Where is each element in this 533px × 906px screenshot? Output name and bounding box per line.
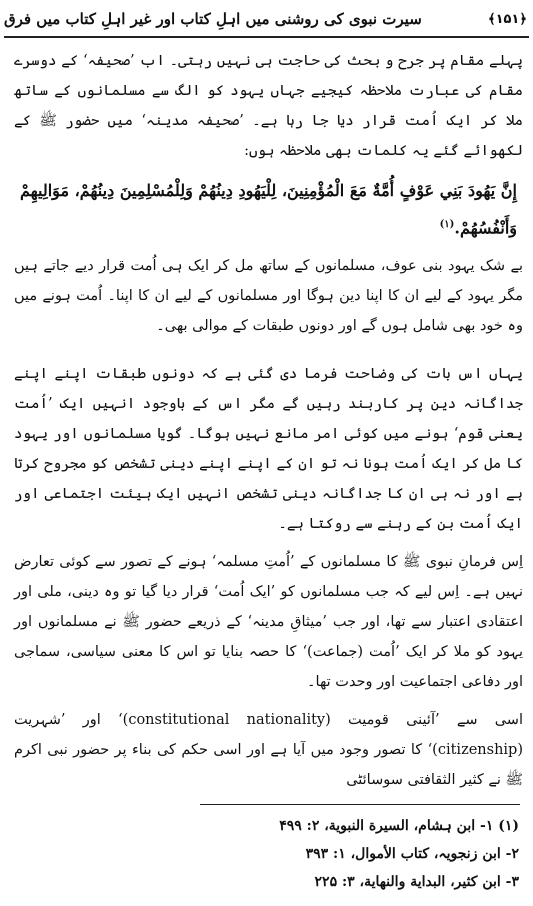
footnote-2: ۲- ابن زنجویہ، كتاب الأموال، ۱: ۳۹۳ xyxy=(305,846,519,862)
page-number: ﴿۱۵۱﴾ xyxy=(487,11,527,27)
quote-translation: بے شک یہود بنی عوف، مسلمانوں کے ساتھ مل کر ایک ہی اُمت قرار دیے جاتے ہیں مگر یہود کے لیے ان کا اپنا دین ہوگا اور مسلمانوں کے لیے ان کا اپنا۔ اُمت ہونے میں وہ خود بھی شامل ہوں گے اور دونوں طبقات کے موالی بھی۔ xyxy=(14,258,523,335)
arabic-quote-text: إِنَّ يَهُودَ بَنِي عَوْفٍ أُمَّةٌ مَعَ الْمُؤْمِنِينَ، لِلْيَهُودِ دِينُهُمْ وَلِلْمُسْلِمِينَ دِينُهُمْ، مَوَالِيهِمْ وَأَنْفُسُهُمْ. xyxy=(20,181,517,238)
footnote-divider xyxy=(200,804,520,805)
body-paragraph-3: اسی سے ’آئینی قومیت (constitutional nationality)‘ اور ’شہریت (citizenship)‘ کا تصور وجود میں آیا ہے اور اسی حکم کی بناء پر حضور نبی اکرم ﷺ نے کثیر الثقافتی سوسائٹی xyxy=(14,712,523,789)
page-header xyxy=(4,4,529,34)
arabic-quote xyxy=(14,174,523,245)
page-body xyxy=(14,46,523,803)
footnote-marker: (١) xyxy=(439,219,455,230)
footnote-3: ۳- ابن کثیر، البداية والنهاية، ۳: ۲۲۵ xyxy=(314,874,519,890)
body-paragraph-2: اِس فرمانِ نبوی ﷺ کا مسلمانوں کے ’اُمتِ مسلمہ‘ ہونے کے تصور سے کوئی تعارض نہیں ہے۔ اِس لیے کہ جب مسلمانوں کو ’ایک اُمت‘ قرار دیا گیا تو وہ دینی، ملی اور اعتقادی اعتبار سے تھا، اور جب ’میثاقِ مدینہ‘ کے ذریعے حضور ﷺ نے مسلمانوں اور یہود کو ملا کر ایک ’اُمت (جماعت)‘ کا حصہ بنایا تو اس کا معنی سیاسی، سماجی اور دفاعی اجتماعیت اور وحدت تھا۔ xyxy=(14,554,523,691)
header-divider xyxy=(4,36,529,38)
running-title: سیرت نبوی کی روشنی میں اہلِ کتاب اور غیر اہلِ کتاب میں فرق xyxy=(4,10,422,28)
footnotes xyxy=(10,812,519,896)
footnote-1: (۱) ۱- ابن ہشام، السيرة النبوية، ۲: ۴۹۹ xyxy=(279,818,519,834)
intro-paragraph: پہلے مقام پر جرح و بحث کی حاجت ہی نہیں رہتی۔ اب ’صحیفہ‘ کے دوسرے مقام کی عبارت ملاحظہ کیجیے جہاں یہود کو الگ سے مسلمانوں کے ساتھ ملا کر ایک اُمت قرار دیا جا رہا ہے۔ ’صحیفہ مدینہ‘ میں حضور ﷺ کے لکھوائے گئے یہ کلمات بھی ملاحظہ ہوں: xyxy=(14,53,523,159)
body-paragraph-1: یہاں اس بات کی وضاحت فرما دی گئی ہے کہ دونوں طبقات اپنے اپنے جداگانہ دین پر کاربند رہیں گے مگر اس کے باوجود انہیں ایک ’اُمت یعنی قوم‘ ہونے میں کوئی امر مانع نہیں ہوگا۔ گویا مسلمانوں اور یہود کا مل کر ایک اُمت ہونا نہ تو ان کے اپنے اپنے دینی تشخص کو مجروح کرتا ہے اور نہ ہی ان کا جداگانہ دینی تشخص انہیں ایک ہیئت اجتماعی اور ایک اُمت بن کے رہنے سے روکتا ہے۔ xyxy=(14,366,523,533)
